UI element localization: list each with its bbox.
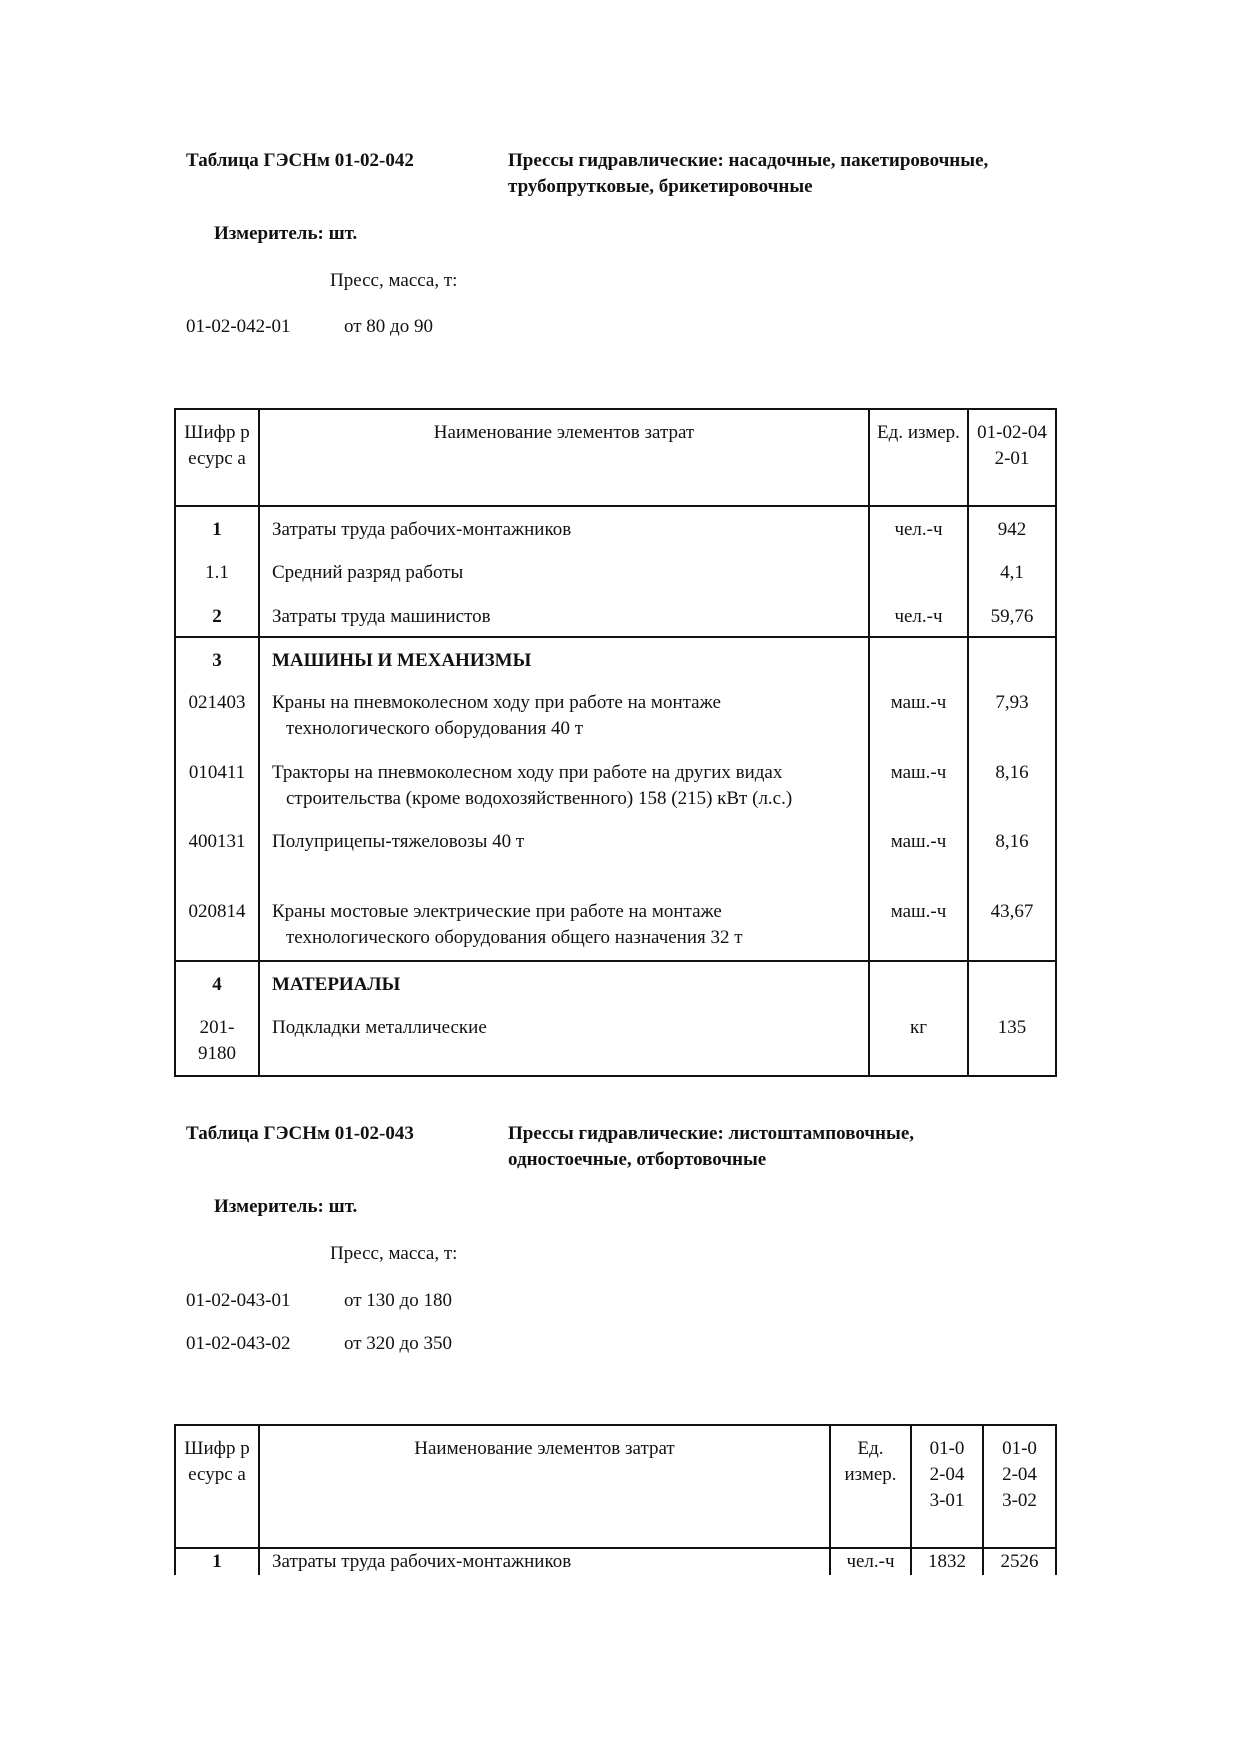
cell-unit: чел.-ч: [869, 506, 968, 550]
desc-line: Прессы гидравлические: насадочные, пакетировочные,: [508, 150, 989, 171]
header-unit: Ед. измер.: [869, 409, 968, 506]
cell-value: 135: [968, 1005, 1056, 1076]
cell-unit: чел.-ч: [830, 1548, 911, 1575]
header-name: Наименование элементов затрат: [259, 1425, 830, 1548]
cell-unit: [869, 637, 968, 680]
table-description: [508, 148, 988, 200]
cell-value: [968, 961, 1056, 1005]
cell-name: Краны мостовые электрические при работе на монтаже технологического оборудования общего назначения 32 т: [259, 889, 869, 961]
section-row: [175, 637, 1056, 680]
cell-unit: маш.-ч: [869, 750, 968, 819]
cell-code: 1.1: [175, 550, 259, 594]
header-value: 01-02-043-01: [911, 1425, 983, 1548]
measure-unit: Измеритель: шт.: [214, 1196, 358, 1217]
table-title: Таблица ГЭСНм 01-02-043: [186, 1123, 414, 1144]
desc-line: Прессы гидравлические: листоштамповочные,: [508, 1123, 915, 1144]
cell-code: 201-9180: [175, 1005, 259, 1076]
table-row: [175, 506, 1056, 550]
table-description: [508, 1121, 914, 1173]
cell-name: Полуприцепы-тяжеловозы 40 т: [259, 819, 869, 889]
table-row: [175, 550, 1056, 594]
measure-unit: Измеритель: шт.: [214, 223, 358, 244]
table-row: [175, 819, 1056, 889]
table-row: [175, 594, 1056, 637]
cell-name: Подкладки металлические: [259, 1005, 869, 1076]
cell-name: Краны на пневмоколесном ходу при работе на монтаже технологического оборудования 40 т: [259, 680, 869, 750]
table-row: [175, 1005, 1056, 1076]
cell-name: МАТЕРИАЛЫ: [259, 961, 869, 1005]
parameter-label: Пресс, масса, т:: [330, 270, 458, 291]
cell-unit: маш.-ч: [869, 889, 968, 961]
variant-code: 01-02-043-02: [186, 1333, 291, 1354]
cell-code: 4: [175, 961, 259, 1005]
cell-name: Затраты труда машинистов: [259, 594, 869, 637]
cell-code: 010411: [175, 750, 259, 819]
resource-table-1: [174, 408, 1057, 1077]
cell-value: 7,93: [968, 680, 1056, 750]
cell-name: Средний разряд работы: [259, 550, 869, 594]
cell-value: 59,76: [968, 594, 1056, 637]
cell-code: 020814: [175, 889, 259, 961]
cell-name: Тракторы на пневмоколесном ходу при работе на других видах строительства (кроме водохозяйственного) 158 (215) кВт (л.с.): [259, 750, 869, 819]
cell-code: 2: [175, 594, 259, 637]
variant-range: от 80 до 90: [344, 316, 433, 337]
header-value: 01-02-042-01: [968, 409, 1056, 506]
table-row: [175, 889, 1056, 961]
header-unit: Ед. измер.: [830, 1425, 911, 1548]
header-code: Шифр ресурс а: [175, 409, 259, 506]
table-row: [175, 1548, 1056, 1575]
desc-line: одностоечные, отбортовочные: [508, 1149, 767, 1170]
header-code: Шифр ресурс а: [175, 1425, 259, 1548]
cell-value: [968, 637, 1056, 680]
cell-value: 1832: [911, 1548, 983, 1575]
cell-value: 43,67: [968, 889, 1056, 961]
parameter-label: Пресс, масса, т:: [330, 1243, 458, 1264]
cell-unit: маш.-ч: [869, 819, 968, 889]
cell-value: 8,16: [968, 819, 1056, 889]
desc-line: трубопрутковые, брикетировочные: [508, 176, 813, 197]
table-header: [175, 409, 1056, 506]
cell-code: 1: [175, 506, 259, 550]
table-header: [175, 1425, 1056, 1548]
variant-code: 01-02-043-01: [186, 1290, 291, 1311]
cell-value: 2526: [983, 1548, 1056, 1575]
cell-unit: маш.-ч: [869, 680, 968, 750]
header-value: 01-02-043-02: [983, 1425, 1056, 1548]
cell-code: 021403: [175, 680, 259, 750]
cell-code: 1: [175, 1548, 259, 1575]
cell-value: 8,16: [968, 750, 1056, 819]
cell-name: Затраты труда рабочих-монтажников: [259, 1548, 830, 1575]
cell-unit: [869, 550, 968, 594]
cell-code: 400131: [175, 819, 259, 889]
cell-unit: чел.-ч: [869, 594, 968, 637]
variant-range: от 320 до 350: [344, 1333, 452, 1354]
cell-value: 4,1: [968, 550, 1056, 594]
resource-table-2: [174, 1424, 1057, 1575]
table-row: [175, 680, 1056, 750]
cell-name: МАШИНЫ И МЕХАНИЗМЫ: [259, 637, 869, 680]
cell-value: 942: [968, 506, 1056, 550]
header-name: Наименование элементов затрат: [259, 409, 869, 506]
variant-code: 01-02-042-01: [186, 316, 291, 337]
cell-unit: кг: [869, 1005, 968, 1076]
cell-unit: [869, 961, 968, 1005]
table-row: [175, 750, 1056, 819]
cell-code: 3: [175, 637, 259, 680]
cell-name: Затраты труда рабочих-монтажников: [259, 506, 869, 550]
variant-range: от 130 до 180: [344, 1290, 452, 1311]
table-title: Таблица ГЭСНм 01-02-042: [186, 150, 414, 171]
section-row: [175, 961, 1056, 1005]
